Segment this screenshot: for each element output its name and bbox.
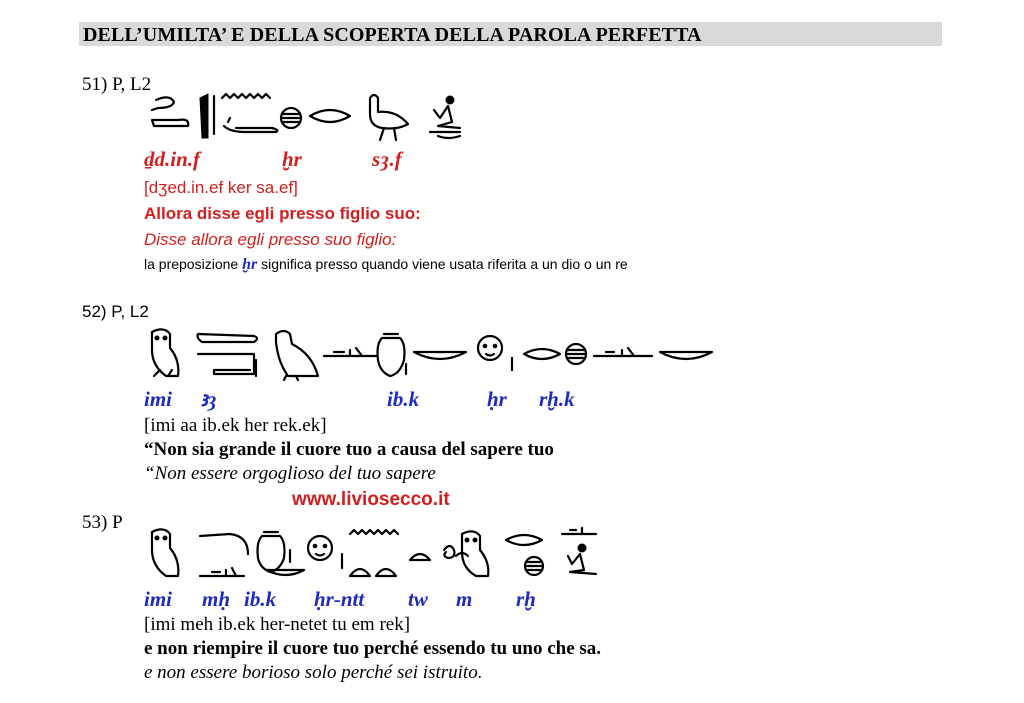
entry-53-translation: e non essere borioso solo perché sei istruito. bbox=[144, 662, 483, 683]
entry-51-pronunciation: [dʒed.in.ef ker sa.ef] bbox=[144, 178, 298, 197]
page-title: DELL’UMILTA’ E DELLA SCOPERTA DELLA PAROLA PERFETTA bbox=[83, 24, 702, 46]
entry-52-number: 52) P, L2 bbox=[82, 302, 149, 321]
entry-52-translation: “Non essere orgoglioso del tuo sapere bbox=[144, 463, 436, 484]
entry-53-translit-5: tw bbox=[408, 587, 428, 611]
entry-53-translit-4: ḥr-ntt bbox=[314, 587, 365, 611]
entry-51-note-word: ḫr bbox=[242, 256, 258, 273]
entry-51-number: 51) P, L2 bbox=[82, 74, 152, 95]
entry-52-literal: “Non sia grande il cuore tuo a causa del sapere tuo bbox=[144, 439, 554, 460]
entry-51-literal: Allora disse egli presso figlio suo: bbox=[144, 204, 421, 223]
entry-52-translit-1: imi bbox=[144, 387, 173, 411]
entry-52-translit-5: rḫ.k bbox=[539, 387, 575, 411]
entry-52-translit-4: ḥr bbox=[487, 387, 507, 411]
entry-51-translation: Disse allora egli presso suo figlio: bbox=[144, 230, 397, 249]
entry-53-translit-7: rḫ bbox=[516, 587, 536, 611]
entry-51-note bbox=[144, 256, 628, 274]
entry-53-hieroglyphs bbox=[144, 526, 604, 582]
entry-53-pronunciation: [imi meh ib.ek her-netet tu em rek] bbox=[144, 614, 411, 635]
entry-53-literal: e non riempire il cuore tuo perché essendo tu uno che sa. bbox=[144, 638, 602, 659]
entry-53-translit-3: ib.k bbox=[244, 587, 277, 611]
entry-52-pronunciation: [imi aa ib.ek her rek.ek] bbox=[144, 415, 327, 436]
entry-52-hieroglyphs bbox=[144, 326, 719, 382]
website-watermark: www.liviosecco.it bbox=[292, 489, 450, 510]
entry-51-translit-3: sȝ.f bbox=[372, 147, 402, 171]
entry-53-translit-1: imi bbox=[144, 587, 173, 611]
entry-51-translit-1: ḏd.in.f bbox=[144, 147, 201, 171]
entry-51-translit-2: ḫr bbox=[282, 147, 302, 171]
entry-53-translit-6: m bbox=[456, 587, 473, 611]
entry-51-note-before: la preposizione bbox=[144, 256, 243, 272]
entry-51-hieroglyphs bbox=[148, 88, 478, 143]
entry-53-number: 53) P bbox=[82, 512, 123, 533]
entry-52-translit-2: ꜣȝ bbox=[200, 387, 217, 411]
entry-52-translit-3: ib.k bbox=[387, 387, 420, 411]
entry-53-translit-2: mḥ bbox=[202, 587, 231, 611]
entry-51-note-after: significa presso quando viene usata riferita a un dio o un re bbox=[257, 256, 628, 272]
